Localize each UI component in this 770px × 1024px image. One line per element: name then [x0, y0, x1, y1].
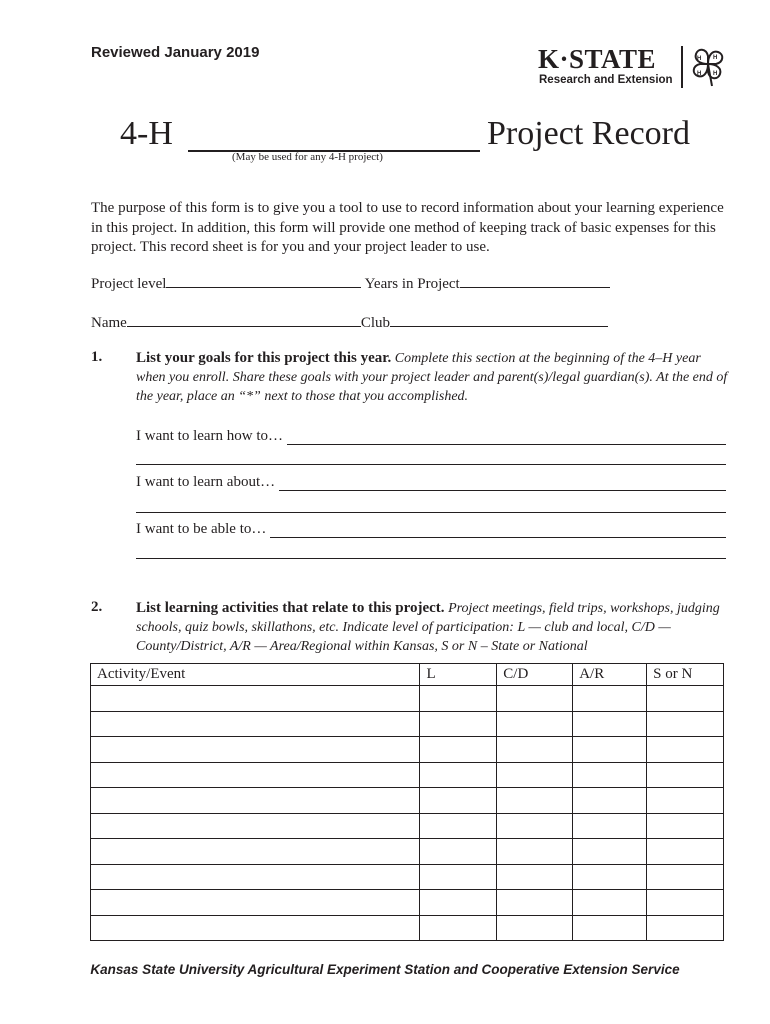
name-line[interactable]: [127, 312, 361, 327]
svg-text:H: H: [697, 71, 702, 77]
title-suffix: Project Record: [487, 115, 690, 152]
table-cell[interactable]: [420, 686, 497, 712]
table-cell[interactable]: [420, 915, 497, 941]
column-header: A/R: [573, 664, 647, 686]
goal-prompt-able: I want to be able to…: [136, 521, 267, 537]
svg-text:H: H: [697, 56, 702, 62]
title-prefix: 4-H: [120, 115, 173, 152]
name-label: Name: [91, 315, 127, 331]
table-cell[interactable]: [91, 890, 420, 916]
table-cell[interactable]: [573, 915, 647, 941]
table-cell[interactable]: [91, 864, 420, 890]
table-row: [91, 762, 724, 788]
goal-line-how[interactable]: [287, 430, 726, 445]
table-cell[interactable]: [573, 788, 647, 814]
intro-paragraph: The purpose of this form is to give you a tool to use to record information about your learning experience in this project. In addition, this form will provide one method of keeping track of basic expenses for this project. This record sheet is for you and your project leader to use.: [91, 200, 724, 255]
table-cell[interactable]: [497, 711, 573, 737]
table-cell[interactable]: [647, 890, 724, 916]
section1-number: 1.: [91, 349, 103, 365]
table-cell[interactable]: [647, 915, 724, 941]
table-cell[interactable]: [420, 813, 497, 839]
table-cell[interactable]: [91, 915, 420, 941]
table-cell[interactable]: [647, 813, 724, 839]
table-row: [91, 737, 724, 763]
section2-text: [136, 599, 728, 656]
section2-number: 2.: [91, 599, 103, 615]
table-cell[interactable]: [420, 737, 497, 763]
table-cell[interactable]: [647, 839, 724, 865]
table-cell[interactable]: [91, 686, 420, 712]
table-cell[interactable]: [647, 711, 724, 737]
title-note: (May be used for any 4-H project): [232, 151, 383, 163]
club-label: Club: [360, 315, 391, 331]
table-cell[interactable]: [573, 686, 647, 712]
section2-heading: List learning activities that relate to this project.: [136, 600, 445, 616]
table-row: [91, 864, 724, 890]
column-header: S or N: [647, 664, 724, 686]
kstate-logo: [538, 44, 728, 90]
logo-divider: [681, 46, 683, 88]
table-row: [91, 788, 724, 814]
reviewed-date: Reviewed January 2019: [91, 44, 260, 61]
table-cell[interactable]: [420, 890, 497, 916]
goal-prompt-how: I want to learn how to…: [136, 428, 284, 444]
years-in-project-label: Years in Project: [364, 276, 460, 292]
section1-text: [136, 349, 728, 406]
table-cell[interactable]: [91, 839, 420, 865]
table-cell[interactable]: [497, 788, 573, 814]
section1-heading: List your goals for this project this year.: [136, 350, 392, 366]
table-cell[interactable]: [573, 737, 647, 763]
svg-text:H: H: [713, 55, 718, 61]
table-cell[interactable]: [497, 915, 573, 941]
table-row: [91, 890, 724, 916]
column-header: L: [420, 664, 497, 686]
table-cell[interactable]: [573, 813, 647, 839]
logo-subtitle: Research and Extension: [539, 74, 673, 86]
field-row-level: [91, 273, 610, 294]
table-cell[interactable]: [497, 864, 573, 890]
logo-wordmark: K·STATE: [538, 44, 657, 74]
table-cell[interactable]: [420, 864, 497, 890]
table-cell[interactable]: [497, 890, 573, 916]
goal-prompt-about: I want to learn about…: [136, 474, 276, 490]
svg-text:H: H: [713, 71, 718, 77]
table-cell[interactable]: [420, 762, 497, 788]
table-cell[interactable]: [420, 711, 497, 737]
goal-row-able: [136, 521, 726, 538]
table-cell[interactable]: [647, 864, 724, 890]
column-header: C/D: [497, 664, 573, 686]
activity-table: [90, 663, 724, 941]
table-cell[interactable]: [91, 762, 420, 788]
table-cell[interactable]: [91, 737, 420, 763]
table-cell[interactable]: [497, 686, 573, 712]
field-row-name: [91, 312, 608, 333]
table-cell[interactable]: [573, 864, 647, 890]
table-cell[interactable]: [497, 737, 573, 763]
table-cell[interactable]: [573, 762, 647, 788]
club-line[interactable]: [390, 312, 608, 327]
table-cell[interactable]: [647, 686, 724, 712]
table-cell[interactable]: [497, 813, 573, 839]
table-cell[interactable]: [91, 711, 420, 737]
4-h-clover-icon: [688, 44, 728, 88]
goal-blank-line[interactable]: [136, 464, 726, 465]
footer-text: Kansas State University Agricultural Experiment Station and Cooperative Extension Service: [90, 962, 680, 977]
project-level-line[interactable]: [166, 273, 361, 288]
table-cell[interactable]: [573, 839, 647, 865]
table-cell[interactable]: [647, 762, 724, 788]
table-cell[interactable]: [91, 788, 420, 814]
goal-line-about[interactable]: [279, 476, 726, 491]
activity-table-body: [91, 686, 724, 941]
table-cell[interactable]: [497, 762, 573, 788]
table-cell[interactable]: [420, 788, 497, 814]
goal-blank-line[interactable]: [136, 512, 726, 513]
goal-row-about: [136, 474, 726, 491]
project-level-label: Project level: [91, 276, 167, 292]
table-cell[interactable]: [420, 839, 497, 865]
section1-instructions: Complete this section at the beginning of the 4–H year when you enroll. Share these goals with your project leader and parent(s)/legal guardian(s). At the end of the year, place an “*” next to those that you accomplished.: [136, 351, 728, 404]
years-in-project-line[interactable]: [460, 273, 610, 288]
table-cell[interactable]: [497, 839, 573, 865]
goal-blank-line[interactable]: [136, 558, 726, 559]
table-header-row: [91, 664, 724, 686]
table-cell[interactable]: [647, 737, 724, 763]
section2-instructions: Project meetings, field trips, workshops, judging schools, quiz bowls, skillathons, etc. Indicate level of participation: L — club and local, C/D — County/District, A/R — Area/Regional within Kansas, S or N – State or National: [136, 601, 720, 654]
table-row: [91, 711, 724, 737]
table-cell[interactable]: [573, 711, 647, 737]
table-row: [91, 686, 724, 712]
table-row: [91, 915, 724, 941]
table-cell[interactable]: [91, 813, 420, 839]
table-row: [91, 813, 724, 839]
goal-line-able[interactable]: [270, 523, 726, 538]
goal-row-how: [136, 428, 726, 445]
column-header: Activity/Event: [91, 664, 420, 686]
table-row: [91, 839, 724, 865]
table-cell[interactable]: [647, 788, 724, 814]
table-cell[interactable]: [573, 890, 647, 916]
